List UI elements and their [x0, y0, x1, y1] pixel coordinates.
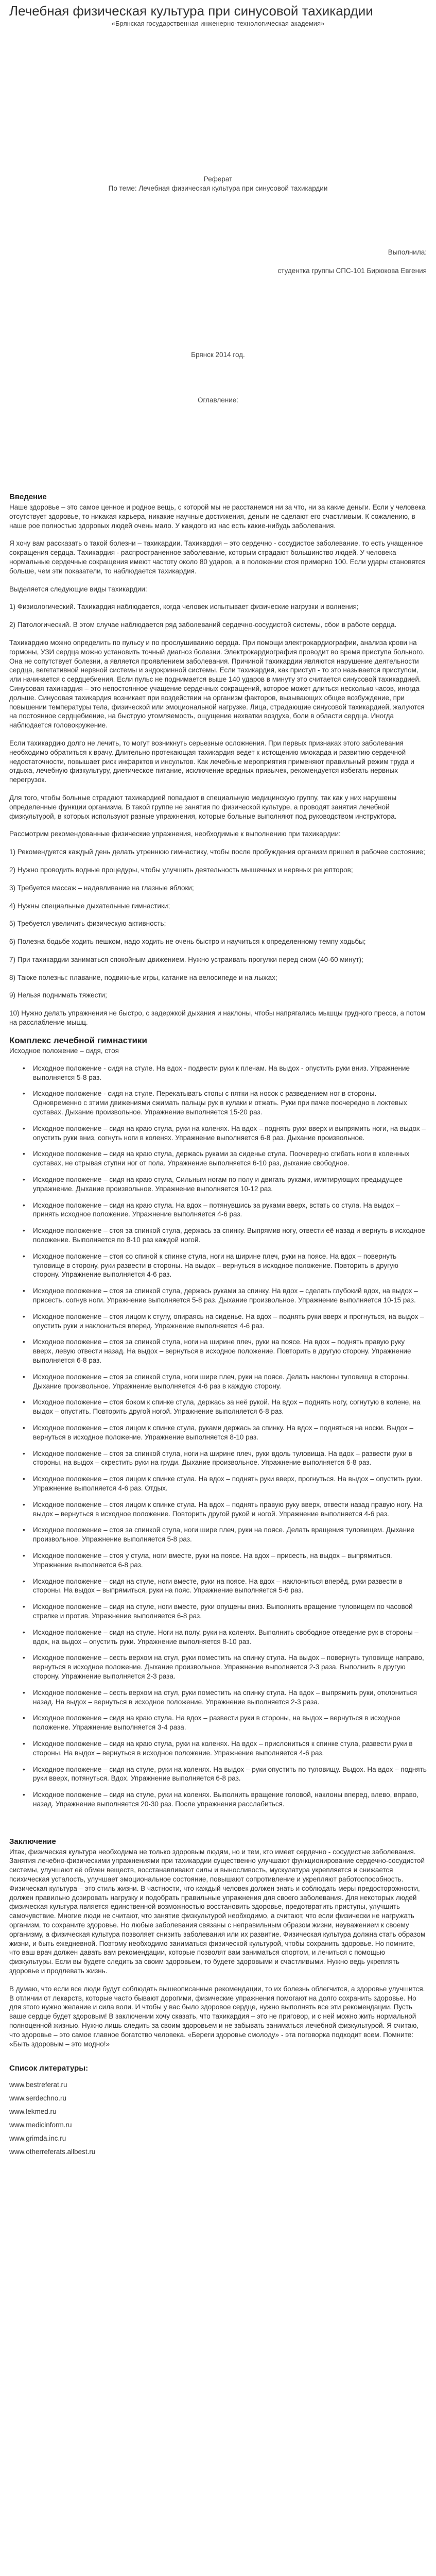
bullet-icon: •: [23, 1603, 25, 1611]
intro-paragraph: 1) Физиологический. Тахикардия наблюдается, когда человек испытывает физические нагрузки и волнения;: [9, 603, 359, 611]
complex-subheading: Исходное положение – сидя, стоя: [9, 1046, 119, 1055]
intro-list-item: 1) Рекомендуется каждый день делать утреннюю гимнастику, чтобы после пробуждения организм пришел в рабочее состояние;: [9, 848, 425, 856]
intro-paragraph: Наше здоровье – это самое ценное и родное вещь, с которой мы не расстанемся ни за что, ни за какие деньги. Если у человека отсутствует здоровье, то никакая карьера, никакие научные достижения, деньги не сделают его счастливым. К сожалению, в наше рое полностью здоровых людей очень мало. У каждого из нас есть какие-нибудь заболевания.: [9, 503, 426, 530]
exercise-item: [23, 1577, 427, 1596]
bullet-icon: •: [23, 1150, 25, 1158]
work-type: Реферат: [203, 175, 233, 183]
exercise-text: Исходное положение – стоя за спинкой стула, ноги на ширине плеч, руки на поясе. На вдох – поднять правую руку вверх, левую отвести назад. На выдох – вернуться в исходное положение. Повторить в другую сторону. Упражнение выполняется 6-8 раз.: [33, 1338, 411, 1364]
intro-paragraph: Для того, чтобы больные страдают тахикардией попадают в специальную медицинскую группу, так как у них нарушены определенные функции организма. В такой группе не занятия по физической культуре, а проводят занятия лечебной физкультурой, в которых используют разные упражнения, которые больные выполняют под руководством инструктора.: [9, 793, 397, 820]
reference-item: www.bestreferat.ru: [9, 2081, 67, 2089]
exercise-text: Исходное положение – стоя за спинкой стула, держась руками за спинку. На вдох – сделать глубокий вдох, на выдох – присесть, согнув ноги. Упражнение выполняется 5-8 раз. Дыхание произвольное. Упражнение выполняется 10-15 раз.: [33, 1287, 418, 1304]
bullet-icon: •: [23, 1312, 25, 1320]
exercise-text: Исходное положение - сидя на стуле. На вдох - подвести руки к плечам. На выдох - опустить руки вниз. Упражнение выполняется 5-8 раз.: [33, 1064, 410, 1081]
bullet-icon: •: [23, 1791, 25, 1799]
complex-heading: Комплекс лечебной гимнастики: [9, 1035, 147, 1045]
reference-item: www.otherreferats.allbest.ru: [9, 2148, 96, 2156]
bullet-icon: •: [23, 1398, 25, 1406]
exercise-item: [23, 1602, 427, 1621]
exercise-item: [23, 1449, 427, 1468]
exercise-text: Исходное положение – сидя на стуле, ноги вместе, руки на поясе. На вдох – наклониться вперёд, руки развести в стороны. На выдох – выпрямиться, руки на пояс. Упражнение выполняется 5-6 раз.: [33, 1577, 403, 1595]
exercise-item: [23, 1337, 427, 1365]
intro-list-item: 4) Нужны специальные дыхательные гимнастики;: [9, 902, 170, 910]
intro-paragraph: Тахикардию можно определить по пульсу и по прослушиванию сердца. При помощи электрокардиографии, анализа крови на гормоны, УЗИ сердца можно установить точный диагноз болезни. Электрокардиография проводит во время приступа больного. Она не сопутствует болезни, а является проявлением заболевания. Причиной тахикардии являются нарушение деятельности сердца, вегетативной нервной системы и эндокринной системы. Если тахикардия, как приступ - то это называется приступом, или начинается с сердцебиения. Если пульс не поднимается выше 140 ударов в минуту это считается синусовой тахикардией. Синусовая тахикардия – это непостоянное учащение сердечных сокращений, которое может длиться несколько часов, иногда дольше. Синусовая тахикардия возникает при воздействии на организм факторов, вызывающих общее возбуждение, при повышении температуры тела, физической или эмоциональной нагрузке. Лица, страдающие синусовой тахикардией, жалуются на постоянное сердцебиение, на быструю утомляемость, ощущение нехватки воздуха, боли в области сердца. Иногда наблюдается головокружение.: [9, 638, 425, 730]
exercise-text: Исходное положение – сесть верхом на стул, руки поместить на спинку стула. На выдох – повернуть туловище направо, вернуться в исходное положение. Дыхание произвольное. Упражнение выполняется 2-3 раза. Выполнить в другую сторону. Упражнение выполняется 2-3 раза.: [33, 1654, 424, 1680]
exercise-item: [23, 1286, 427, 1305]
exercise-text: Исходное положение – сидя на стуле, руки на коленях. Выполнить вращение головой, наклоны вперед, влево, вправо, назад. Упражнение выполняется 20-30 раз. После упражнения расслабиться.: [33, 1791, 418, 1808]
bullet-icon: •: [23, 1739, 25, 1748]
intro-list-item: 10) Нужно делать упражнения не быстро, с задержкой дыхания и наклоны, чтобы напрягались мышцы грудного пресса, а потом на расслабление мышц.: [9, 1009, 426, 1027]
bullet-icon: •: [23, 1688, 25, 1697]
bullet-icon: •: [23, 1500, 25, 1509]
exercise-item: [23, 1312, 427, 1331]
bullet-icon: •: [23, 1475, 25, 1483]
exercise-text: Исходное положение – сидя на краю стула, руки на коленях. На вдох – поднять руки вверх и выпрямить ноги, на выдох – опустить руки вниз, согнуть ноги в коленях. Упражнение выполняется 6-8 раз. Дыхание произвольное.: [33, 1124, 426, 1142]
exercise-item: [23, 1628, 427, 1647]
reference-item: www.grimda.inc.ru: [9, 2134, 66, 2143]
exercise-item: [23, 1475, 427, 1493]
exercise-item: [23, 1551, 427, 1570]
exercise-text: Исходное положение – сидя на краю стула, держась руками за сиденье стула. Поочередно сгибать ноги в коленных суставах, не отрывая ступни ног от пола. Упражнение выполняется 6-10 раз, дыхание свободное.: [33, 1150, 410, 1167]
exercise-item: [23, 1175, 427, 1194]
exercise-text: Исходное положение – стоя со спиной к спинке стула, ноги на ширине плеч, руки на поясе. На вдох – повернуть туловище в сторону, руки развести в стороны. На выдох – вернуться в исходное положение. Повторить в другую сторону. Упражнение выполняется 4-6 раз.: [33, 1252, 398, 1279]
author-line: студентка группы СПС-101 Бирюкова Евгения: [277, 267, 427, 275]
exercise-text: Исходное положение – стоя за спинкой стула, ноги шире плеч, руки на поясе. Делать вращения туловищем. Дыхание произвольное. Упражнение выполняется 5-8 раз.: [33, 1526, 415, 1544]
exercise-item: [23, 1089, 427, 1116]
reference-item: www.serdechno.ru: [9, 2094, 67, 2103]
exercise-item: [23, 1423, 427, 1442]
exercise-item: [23, 1064, 427, 1082]
intro-list-item: 2) Нужно проводить водные процедуры, чтобы улучшить деятельность мышечных и нервных рецепторов;: [9, 866, 353, 874]
exercise-text: Исходное положение – стоя за спинкой стула, ноги на ширине плеч, руки вдоль туловища. На вдох – развести руки в стороны, на выдох – скрестить руки на груди. Дыхание произвольное. Упражнение выполняется 6-8 раз.: [33, 1449, 412, 1467]
exercise-text: Исходное положение – сидя на краю стула. На вдох – потянувшись за руками вверх, встать со стула. На выдох – принять исходное положение. Упражнение выполняется 4-6 раз.: [33, 1201, 400, 1218]
bullet-icon: •: [23, 1449, 25, 1458]
exercise-item: [23, 1398, 427, 1416]
intro-paragraph: Я хочу вам рассказать о такой болезни – тахикардии. Тахикардия – это сердечно - сосудистое заболевание, то есть учащенное сокращения сердца. Тахикардия - распространенное заболевание, которым страдают большинство людей. У человека нормальные сердечные сокращения имеют частоту около 80 ударов, а в положении стоя примерно 100. Если удары становятся больше, чем эти показатели, то наблюдается тахикардия.: [9, 539, 426, 575]
intro-paragraph: 2) Патологический. В этом случае наблюдается ряд заболеваний сердечно-сосудистой системы, сбои в работе сердца.: [9, 621, 397, 629]
exercise-item: [23, 1124, 427, 1143]
exercise-text: Исходное положение – сидя на стуле. Ноги на полу, руки на коленях. Выполнить свободное отведение рук в стороны – вдох, на выдох – опустить руки. Упражнение выполняется 8-10 раз.: [33, 1628, 418, 1646]
bullet-icon: •: [23, 1201, 25, 1209]
city-year: Брянск 2014 год.: [191, 351, 245, 359]
bullet-icon: •: [23, 1765, 25, 1773]
intro-paragraph: Рассмотрим рекомендованные физические упражнения, необходимые к выполнению при тахикардии:: [9, 830, 341, 838]
exercise-text: Исходное положение – сидя на стуле, руки на коленях. На выдох – руки опустить по туловищу. Выдох. На вдох – поднять руки вверх, потянуться. Вдох. Упражнение выполняется 6-8 раз.: [33, 1765, 427, 1783]
intro-list-item: 9) Нельзя поднимать тяжести;: [9, 991, 107, 999]
exercise-text: Исходное положение – сидя на краю стула. На вдох – развести руки в стороны, на выдох – вернуться в исходное положение. Упражнение выполняется 3-4 раза.: [33, 1714, 400, 1732]
bullet-icon: •: [23, 1252, 25, 1260]
exercise-text: Исходное положение – сидя на краю стула, Сильным ногам по полу и двигать руками, имитирующих предыдущее упражнение. Дыхание произвольное. Упражнение выполняется 10-12 раз.: [33, 1176, 403, 1193]
exercise-item: [23, 1688, 427, 1707]
exercise-text: Исходное положение – стоя боком к спинке стула, держась за неё рукой. На вдох – поднять ногу, согнутую в колене, на выдох – опустить. Повторить другой ногой. Упражнение выполняется 6-8 раз.: [33, 1398, 421, 1416]
intro-heading: Введение: [9, 493, 47, 501]
bullet-icon: •: [23, 1714, 25, 1722]
exercise-text: Исходное положение – сидя на стуле, ноги вместе, руки опущены вниз. Выполнить вращение туловищем по часовой стрелке и против. Упражнение выполняется 6-8 раз.: [33, 1603, 413, 1620]
toc-label: Оглавление:: [197, 396, 239, 404]
bullet-icon: •: [23, 1064, 25, 1072]
references-list: [9, 2080, 427, 2157]
reference-item: www.lekmed.ru: [9, 2108, 57, 2116]
exercise-item: [23, 1739, 427, 1758]
institution-name: «Брянская государственная инженерно-технологическая академия»: [111, 20, 325, 27]
bullet-icon: •: [23, 1654, 25, 1662]
bullet-icon: •: [23, 1124, 25, 1132]
exercise-text: Исходное положение – сидя на краю стула, руки на коленях. На вдох – прислониться к спинке стула, развести руки в стороны. На выдох – вернуться в исходное положение. Упражнение выполняется 4-6 раз.: [33, 1739, 413, 1757]
exercise-text: Исходное положение – стоя лицом к спинке стула, руками держась за спинку. На вдох – подняться на носки. Выдох – вернуться в исходное положение. Упражнение выполняется 8-10 раз.: [33, 1423, 414, 1441]
intro-list-item: 3) Требуется массаж – надавливание на глазные яблоки;: [9, 884, 194, 892]
exercise-item: [23, 1714, 427, 1732]
exercise-item: [23, 1372, 427, 1391]
bullet-icon: •: [23, 1176, 25, 1184]
exercise-text: Исходное положение - сидя на стуле. Перекатывать стопы с пятки на носок с разведением ног в стороны. Одновременно с этими движениями сжимать пальцы рук в кулаки и отжать. Руки при пачке поочередно в локтевых суставах. Дыхание произвольное. Упражнение выполняется 15-20 раз.: [33, 1090, 407, 1116]
bullet-icon: •: [23, 1338, 25, 1346]
reference-item: www.medicinform.ru: [9, 2121, 72, 2129]
exercise-item: [23, 1201, 427, 1219]
bullet-icon: •: [23, 1287, 25, 1295]
exercise-item: [23, 1226, 427, 1245]
exercise-text: Исходное положение – стоя за спинкой стула, ноги шире плеч, руки на поясе. Делать наклоны туловища в стороны. Дыхание произвольное. Упражнение выполняется 4-6 раз в каждую сторону.: [33, 1372, 409, 1390]
exercise-item: [23, 1653, 427, 1681]
conclusion-heading: Заключение: [9, 1837, 56, 1846]
bullet-icon: •: [23, 1227, 25, 1235]
references-heading: Список литературы:: [9, 2064, 89, 2073]
exercise-list: [9, 1064, 427, 1809]
exercise-text: Исходное положение – стоя лицом к стулу, опираясь на сиденье. На вдох – поднять руки вверх и прогнуться, на выдох – опустить руки и наклониться вперед. Упражнение выполняется 4-6 раз.: [33, 1312, 424, 1330]
conclusion-paragraph: В думаю, что если все люди будут соблюдать вышеописанные рекомендации, то их болезнь облегчится, а здоровье улучшится. В отличии от лекарств, которые часто бывают дорогими, физические упражнения помогают на долго сохранить здоровье. Но для этого нужно желание и сила воли. И чтобы у вас было здоровое сердце, нужно выполнять все эти рекомендации. Пусть ваше сердце будет здоровым! В заключении хочу сказать, что тахикардия – это не приговор, и с ней можно жить нормальной полноценной жизнью. Нужно лишь следить за своим здоровьем и не забывать заниматься лечебной физкультурой. Я считаю, что здоровье – это самое главное богатство человека. «Береги здоровье смолоду» - эта поговорка подходит всем. Помните: «Быть здоровым – это модно!»: [9, 1985, 425, 2048]
exercise-text: Исходное положение – стоя за спинкой стула, держась за спинку. Выпрямив ногу, отвести её назад и вернуть в исходное положение. Выполняется по 8-10 раз каждой ногой.: [33, 1227, 426, 1244]
exercise-item: [23, 1790, 427, 1809]
intro-list-item: 8) Также полезны: плавание, подвижные игры, катание на велосипеде и на лыжах;: [9, 973, 277, 981]
intro-list-item: 5) Требуется увеличить физическую активность;: [9, 920, 166, 928]
exercise-item: [23, 1500, 427, 1519]
bullet-icon: •: [23, 1628, 25, 1636]
performed-by-label: Выполнила:: [388, 248, 427, 256]
bullet-icon: •: [23, 1577, 25, 1585]
exercise-text: Исходное положение – стоя у стула, ноги вместе, руки на поясе. На вдох – присесть, на выдох – выпрямиться. Упражнение выполняется 6-8 раз.: [33, 1551, 392, 1569]
bullet-icon: •: [23, 1551, 25, 1560]
exercise-text: Исходное положение – сесть верхом на стул, руки поместить на спинку стула. На вдох – выпрямить руки, отклониться назад. На выдох – вернуться в исходное положение. Упражнение выполняется 2-3 раза.: [33, 1688, 417, 1706]
bullet-icon: •: [23, 1090, 25, 1098]
bullet-icon: •: [23, 1423, 25, 1432]
intro-paragraph: Если тахикардию долго не лечить, то могут возникнуть серьезные осложнения. При первых признаках этого заболевания необходимо обратиться к врачу. Длительно протекающая тахикардия ведет к истощению миокарда и развитию сердечной недостаточности, повышает риск инфарктов и инсультов. Как лечебные мероприятия применяют правильный режим труда и отдыха, лечебную физкультуру, диетическое питание, исключение вредных привычек, рекомендуется избегать нервных перегрузок.: [9, 739, 414, 784]
conclusion-section: [9, 1848, 427, 2049]
bullet-icon: •: [23, 1372, 25, 1381]
document-title: Лечебная физическая культура при синусовой тахикардии: [9, 3, 373, 19]
exercise-item: [23, 1149, 427, 1168]
bullet-icon: •: [23, 1526, 25, 1534]
intro-paragraph: Выделяется следующие виды тахикардии:: [9, 585, 147, 593]
intro-section: [9, 503, 427, 1027]
exercise-text: Исходное положение – стоя лицом к спинке стула. На вдох – поднять руки вверх, прогнуться. На выдох – опустить руки. Упражнение выполняется 4-6 раз. Отдых.: [33, 1475, 423, 1492]
intro-list-item: 7) При тахикардии заниматься спокойным движением. Нужно устраивать прогулки перед сном (40-60 минут);: [9, 955, 363, 963]
exercise-text: Исходное положение – стоя лицом к спинке стула. На вдох – поднять правую руку вверх, отвести назад правую ногу. На выдох – вернуться в исходное положение. Повторить другой рукой и ногой. Упражнение выполняется 4-6 раз.: [33, 1500, 423, 1518]
intro-list-item: 6) Полезна бодьбе ходить пешком, надо ходить не очень быстро и научиться к определенному темпу ходьбы;: [9, 938, 366, 946]
exercise-item: [23, 1252, 427, 1279]
work-topic: По теме: Лечебная физическая культура при синусовой тахикардии: [108, 184, 328, 192]
exercise-item: [23, 1526, 427, 1544]
exercise-item: [23, 1765, 427, 1784]
conclusion-paragraph: Итак, физическая культура необходима не только здоровым людям, но и тем, кто имеет сердечно - сосудистые заболевания. Занятия лечебно-физическими упражнениями при тахикардии существенно улучшают функционирование сердечно-сосудистой системы, улучшают её обмен веществ, восстанавливают силы и выносливость, мускулатура укрепляется и снижается психическая усталость, улучшает эмоциональное состояние, повышают сопротивление и укрепляют работоспособность. Физическая культура – это стиль жизни. В частности, что каждый человек должен знать и соблюдать меры предосторожности, должен правильно дозировать нагрузку и подобрать правильные упражнения для своего заболевания. Для некоторых людей физическая культура является единственной возможностью восстановить здоровье, предотвратить приступы, улучшить самочувствие. Многие люди не считают, что занятие физкультурой необходимо, а считают, что если физически не нагружать организм, то сохраните здоровье. Но любые заболевания связаны с неправильным образом жизни, неуважением к своему организму, а физическая культура позволяет снизить заболевания или их развитие. Физическая культура должна стать образом жизни, и быть ежедневной. Поэтому необходимо заниматься физической культурой, чтобы сохранить здоровье. Но помните, что ваш врач должен давать вам рекомендации, которые позволят вам заниматься спортом, и лечиться с помощью физкультуры. Если вы будете следить за своим здоровьем, то будете здоровыми и счастливыми. Нужно ведь укреплять здоровье и продлевать жизнь.: [9, 1848, 426, 1975]
title-page: [9, 175, 427, 405]
